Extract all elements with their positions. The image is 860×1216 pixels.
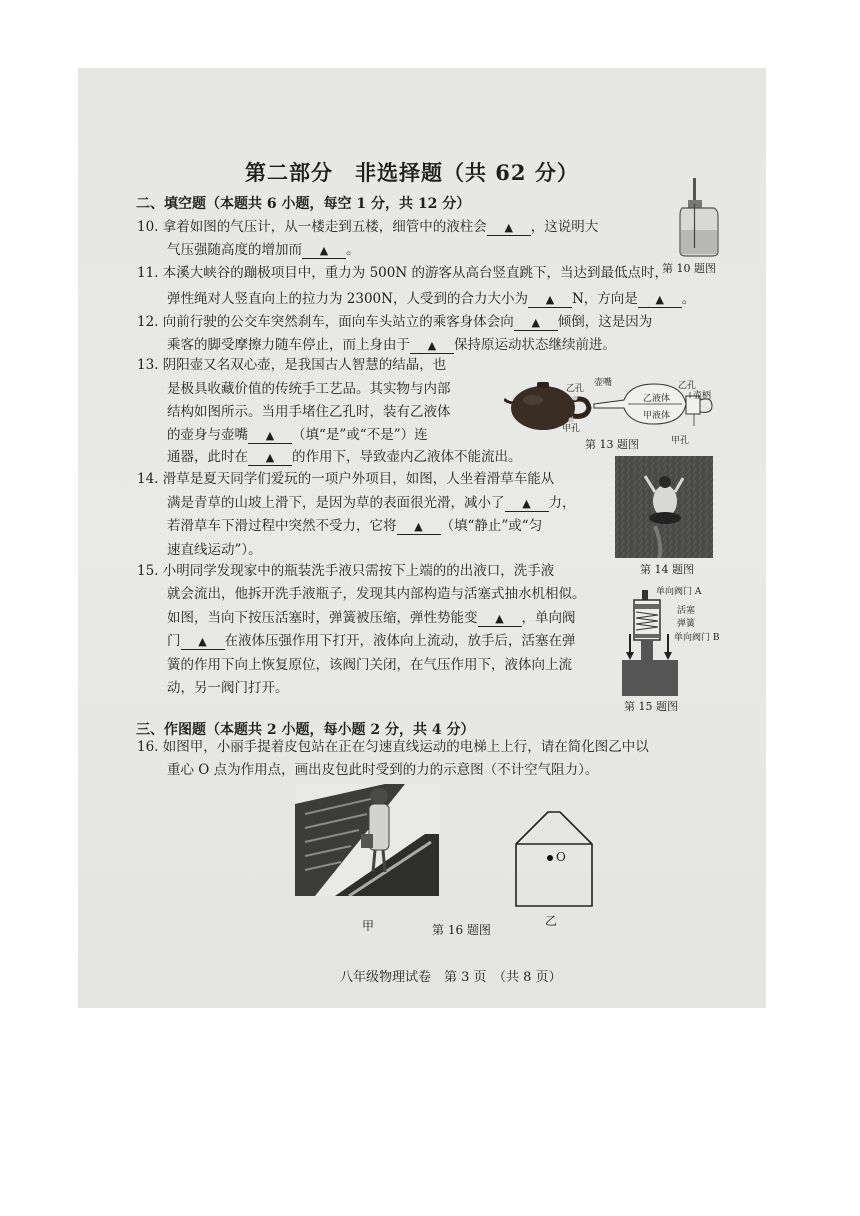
page-footer: 八年级物理试卷 第 3 页 （共 8 页） [340, 970, 562, 985]
answer-blank[interactable]: ▲ [514, 316, 558, 331]
label-valve-a: 单向阀门 A [656, 587, 702, 597]
q14-line-3: 若滑草车下滑过程中突然不受力，它将 ▲ （填“静止”或“匀 [167, 518, 543, 534]
q15-line-4: 门 ▲ 在液体压强作用下打开，液体向上流动，放手后，活塞在弹 [167, 633, 576, 649]
bag-simplified-diagram [514, 810, 596, 910]
answer-blank[interactable]: ▲ [248, 429, 292, 444]
answer-blank[interactable]: ▲ [410, 339, 454, 354]
answer-blank[interactable]: ▲ [248, 451, 292, 466]
label-yi-hole-photo: 乙孔 [566, 384, 585, 394]
answer-blank[interactable]: ▲ [487, 221, 531, 236]
label-spring: 弹簧 [677, 619, 696, 629]
q11-line-1: 11. 本溪大峡谷的蹦极项目中，重力为 500N 的游客从高台竖直跳下，当达到最低点时， [137, 265, 668, 281]
label-valve-b: 单向阀门 B [674, 633, 720, 643]
page-title: 第二部分 非选择题（共 62 分） [245, 160, 579, 185]
section-2-heading: 二、填空题（本题共 6 小题，每空 1 分，共 12 分） [136, 196, 471, 212]
q14-line-1: 14. 滑草是夏天同学们爱玩的一项户外项目，如图，人坐着滑草车能从 [137, 471, 555, 487]
label-jia-liquid: 甲液体 [643, 411, 671, 421]
q10-line-2: 气压强随高度的增加而 ▲ 。 [167, 242, 360, 258]
answer-blank[interactable]: ▲ [181, 635, 225, 650]
label-yi: 乙 [545, 914, 558, 928]
label-handle: 壶柄 [693, 391, 712, 401]
q14-caption: 第 14 题图 [640, 563, 694, 576]
q13-caption: 第 13 题图 [585, 438, 639, 451]
q13-line-1: 13. 阴阳壶又名双心壶，是我国古人智慧的结晶，也 [137, 357, 447, 373]
q10-caption: 第 10 题图 [662, 262, 716, 275]
q14-line-4: 速直线运动”）。 [167, 542, 262, 558]
q14-line-2: 满是青草的山坡上滑下，是因为草的表面很光滑，减小了 ▲ 力， [167, 495, 576, 511]
escalator-figure [295, 784, 439, 896]
answer-blank[interactable]: ▲ [505, 497, 549, 512]
q15-line-6: 动，另一阀门打开。 [167, 680, 289, 696]
answer-blank[interactable]: ▲ [397, 520, 441, 535]
barometer-figure [676, 178, 722, 258]
q13-line-4: 的壶身与壶嘴 ▲ （填“是”或“不是”）连 [167, 427, 428, 443]
label-jia-hole-photo: 甲孔 [562, 424, 581, 434]
label-o: O [556, 850, 566, 864]
q15-line-1: 15. 小明同学发现家中的瓶装洗手液只需按下上端的的出液口，洗手液 [137, 563, 555, 579]
q16-line-2: 重心 O 点为作用点，画出皮包此时受到的力的示意图（不计空气阻力）。 [167, 762, 599, 778]
pump-diagram [622, 590, 678, 696]
label-yi-hole: 乙孔 [678, 381, 697, 391]
q16-line-1: 16. 如图甲，小丽手提着皮包站在正在匀速直线运动的电梯上上行，请在简化图乙中以 [137, 739, 649, 755]
q16-caption: 第 16 题图 [432, 923, 491, 937]
answer-blank[interactable]: ▲ [302, 244, 346, 259]
label-jia-hole: 甲孔 [671, 436, 690, 446]
q13-line-5: 通器，此时在 ▲ 的作用下，导致壶内乙液体不能流出。 [167, 449, 522, 465]
label-piston: 活塞 [677, 606, 696, 616]
label-jia: 甲 [362, 919, 375, 933]
q13-line-3: 结构如图所示。当用手堵住乙孔时，装有乙液体 [167, 404, 451, 420]
answer-blank[interactable]: ▲ [638, 293, 682, 308]
q12-line-1: 12. 向前行驶的公交车突然刹车，面向车头站立的乘客身体会向 ▲ 倾倒，这是因为 [137, 314, 653, 330]
q15-line-5: 簧的作用下向上恢复原位，该阀门关闭，在气压作用下，液体向上流 [167, 657, 572, 673]
grass-sled-photo [615, 456, 713, 558]
label-spout: 壶嘴 [594, 378, 613, 388]
answer-blank[interactable]: ▲ [528, 293, 572, 308]
q10-line-1: 10. 拿着如图的气压计，从一楼走到五楼，细管中的液柱会 ▲ ，这说明大 [137, 219, 599, 235]
q15-caption: 第 15 题图 [624, 700, 678, 713]
section-3-heading: 三、作图题（本题共 2 小题，每小题 2 分，共 4 分） [136, 722, 475, 738]
q13-line-2: 是极具收藏价值的传统手工艺品。其实物与内部 [167, 381, 451, 397]
q11-line-2: 弹性绳对人竖直向上的拉力为 2300N，人受到的合力大小为 ▲ N，方向是 ▲ 。 [167, 291, 696, 307]
q15-line-3: 如图，当向下按压活塞时，弹簧被压缩，弹性势能变 ▲ ，单向阀 [167, 610, 576, 626]
q12-line-2: 乘客的脚受摩擦力随车停止，而上身由于 ▲ 保持原运动状态继续前进。 [167, 337, 616, 353]
label-yi-liquid: 乙液体 [643, 394, 671, 404]
q15-line-2: 就会流出，他拆开洗手液瓶子，发现其内部构造与活塞式抽水机相似。 [167, 586, 586, 602]
answer-blank[interactable]: ▲ [478, 612, 522, 627]
